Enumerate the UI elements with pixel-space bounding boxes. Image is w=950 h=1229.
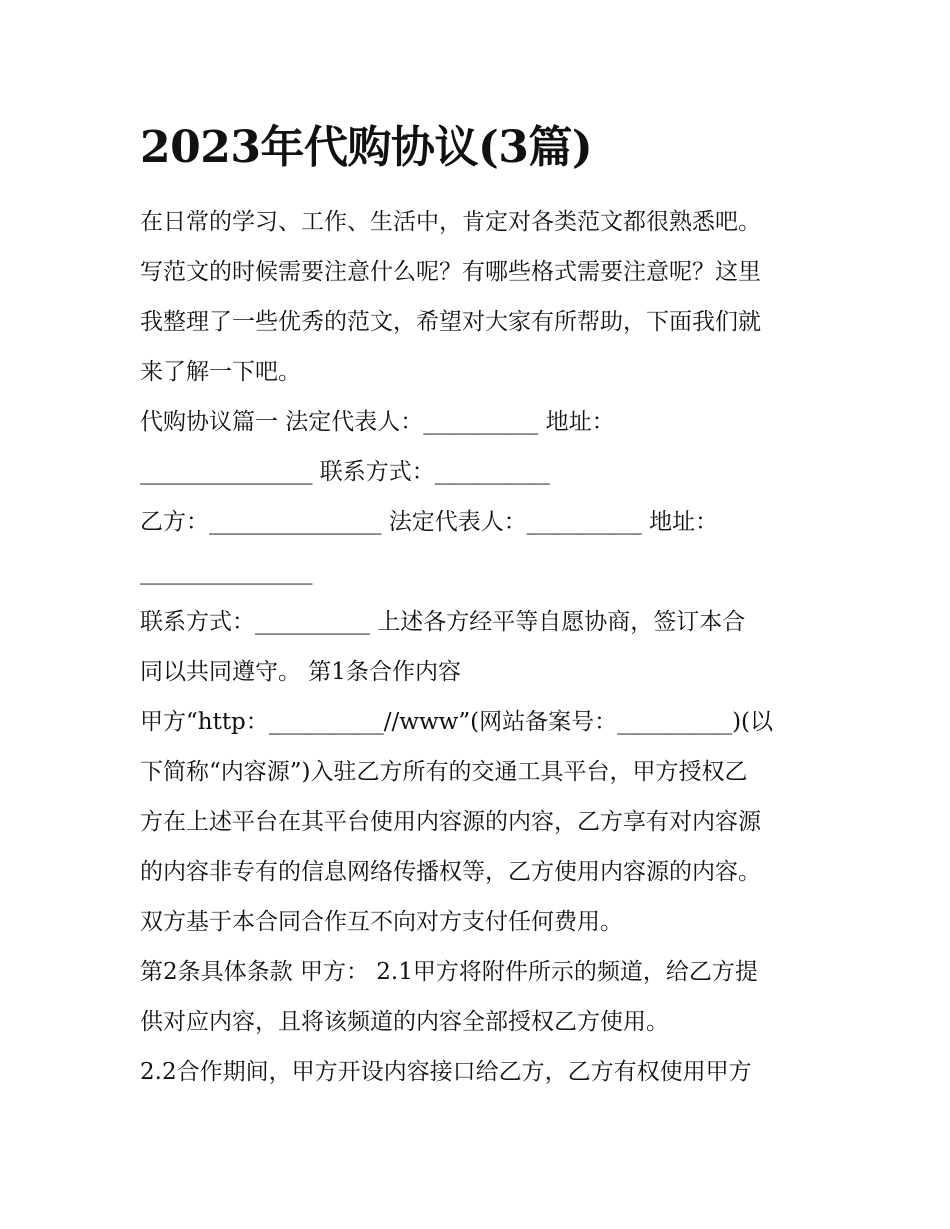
clause-2-2-paragraph <box>140 1047 820 1097</box>
text-line: 在日常的学习、工作、生活中，肯定对各类范文都很熟悉吧。 <box>140 209 761 235</box>
text-line: _______________ <box>140 559 313 585</box>
text-line: 供对应内容，且将该频道的内容全部授权乙方使用。 <box>140 1009 669 1035</box>
cooperation-content-paragraph <box>140 697 820 947</box>
text-line: 来了解一下吧。 <box>140 359 301 385</box>
text-line: 写范文的时候需要注意什么呢？有哪些格式需要注意呢？这里 <box>140 259 761 285</box>
document-title: 2023年代购协议(3篇) <box>140 122 593 173</box>
text-line: 乙方：_______________ 法定代表人：__________ 地址： <box>140 509 719 535</box>
text-line: 第2条具体条款 甲方： 2.1甲方将附件所示的频道，给乙方提 <box>140 959 758 985</box>
text-line: 同以共同遵守。 第1条合作内容 <box>140 659 461 685</box>
specific-terms-paragraph <box>140 947 820 1047</box>
contact-paragraph <box>140 597 820 697</box>
text-line: _______________ 联系方式：__________ <box>140 459 550 485</box>
text-line: 的内容非专有的信息网络传播权等，乙方使用内容源的内容。 <box>140 859 761 885</box>
text-line: 联系方式：__________ 上述各方经平等自愿协商，签订本合 <box>140 609 746 635</box>
text-line: 下简称“内容源”)入驻乙方所有的交通工具平台，甲方授权乙 <box>140 759 748 785</box>
document-body <box>140 197 820 1097</box>
text-line: 2.2合作期间，甲方开设内容接口给乙方，乙方有权使用甲方 <box>140 1059 752 1085</box>
text-line: 方在上述平台在其平台使用内容源的内容，乙方享有对内容源 <box>140 809 761 835</box>
intro-paragraph <box>140 197 820 397</box>
text-line: 甲方“http：__________//www”(网站备案号：__________)(以 <box>140 709 774 735</box>
party-a-info-paragraph <box>140 397 820 497</box>
text-line: 双方基于本合同合作互不向对方支付任何费用。 <box>140 909 623 935</box>
text-line: 代购协议篇一 法定代表人：__________ 地址： <box>140 409 615 435</box>
text-line: 我整理了一些优秀的范文，希望对大家有所帮助，下面我们就 <box>140 309 761 335</box>
party-b-info-paragraph <box>140 497 820 597</box>
